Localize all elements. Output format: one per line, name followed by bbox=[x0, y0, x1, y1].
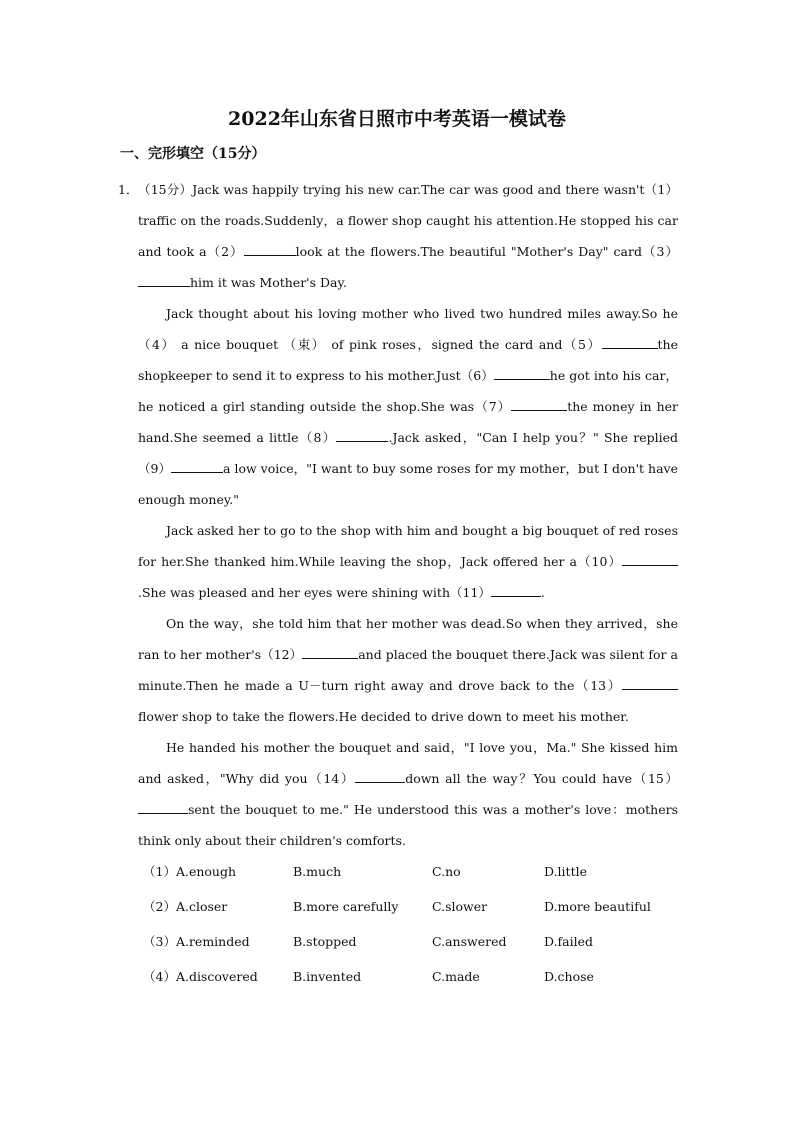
passage-text: Jack asked her to go to the shop with him and bought a big bouquet of red roses for her.She thanked him.While leaving the shop，Jack offered her a（10） bbox=[138, 523, 678, 569]
passage-paragraph-3 bbox=[118, 515, 678, 608]
cloze-question bbox=[118, 174, 678, 856]
answer-blank-11 bbox=[491, 584, 541, 598]
passage-text: .She was pleased and her eyes were shining with（11） bbox=[138, 585, 491, 600]
option-d[interactable]: D.more beautiful bbox=[544, 899, 651, 914]
option-b[interactable]: B.invented bbox=[293, 969, 362, 984]
passage-text: a low voice，"I want to buy some roses for my mother，but I don't have enough money." bbox=[138, 461, 678, 507]
passage-paragraph-4 bbox=[118, 608, 678, 732]
option-b[interactable]: B.much bbox=[293, 864, 342, 879]
passage-text: a nice bouquet （束） of pink roses，signed the card and（5） bbox=[181, 337, 602, 352]
answer-blank-9 bbox=[171, 460, 223, 474]
option-a[interactable]: （3）A.reminded bbox=[143, 934, 250, 949]
option-row bbox=[143, 967, 683, 1002]
option-c[interactable]: C.no bbox=[432, 864, 461, 879]
option-d[interactable]: D.chose bbox=[544, 969, 594, 984]
section-heading: 一、完形填空（15分） bbox=[120, 146, 266, 162]
option-a[interactable]: （2）A.closer bbox=[143, 899, 228, 914]
passage-text: and placed the bouquet there.Jack was silent for a minute.Then he made a U－turn right away and drove back to the（13） bbox=[138, 647, 678, 693]
exam-title: 2022年山东省日照市中考英语一模试卷 bbox=[228, 108, 566, 130]
passage-text: he got into his car，he noticed a girl standing outside the shop.She was（7） bbox=[138, 368, 678, 414]
option-b[interactable]: B.more carefully bbox=[293, 899, 399, 914]
answer-blank-12 bbox=[302, 646, 358, 660]
passage-text: sent the bouquet to me." He understood this was a mother's love：mothers think only about their children's comforts. bbox=[138, 802, 678, 848]
option-row bbox=[143, 932, 683, 967]
passage-text: him it was Mother's Day. bbox=[190, 275, 347, 290]
answer-options bbox=[143, 862, 683, 1002]
answer-blank-14 bbox=[355, 770, 405, 784]
passage-text: the shopkeeper to send it to express to his mother.Just（6） bbox=[138, 337, 678, 383]
passage-paragraph-1 bbox=[118, 174, 678, 298]
passage-text: He handed his mother the bouquet and said，"I love you，Ma." She kissed him and asked，"Why did you（14） bbox=[138, 740, 678, 786]
passage-text: down all the way？You could have（15） bbox=[405, 771, 678, 786]
passage-text: look at the flowers.The beautiful "Mother's Day" card（3） bbox=[295, 244, 678, 259]
passage-text: .Jack asked，"Can I help you？" She replied（9） bbox=[138, 430, 678, 476]
passage-paragraph-5 bbox=[118, 732, 678, 856]
answer-blank-8 bbox=[336, 429, 388, 443]
passage-text: the money in her hand.She seemed a little（8） bbox=[138, 399, 678, 445]
answer-blank-7 bbox=[511, 398, 567, 412]
answer-blank-2 bbox=[244, 243, 296, 257]
option-a[interactable]: （4）A.discovered bbox=[143, 969, 258, 984]
option-b[interactable]: B.stopped bbox=[293, 934, 357, 949]
option-d[interactable]: D.failed bbox=[544, 934, 594, 949]
answer-blank-15 bbox=[138, 801, 188, 815]
passage-paragraph-2 bbox=[118, 298, 678, 515]
option-c[interactable]: C.made bbox=[432, 969, 480, 984]
passage-text: . bbox=[540, 585, 545, 600]
option-c[interactable]: C.answered bbox=[432, 934, 507, 949]
answer-blank-3 bbox=[138, 274, 190, 288]
passage-text: flower shop to take the flowers.He decided to drive down to meet his mother. bbox=[138, 709, 629, 724]
answer-blank-13 bbox=[622, 677, 678, 691]
answer-blank-10 bbox=[622, 553, 678, 567]
option-a[interactable]: （1）A.enough bbox=[143, 864, 237, 879]
option-row bbox=[143, 862, 683, 897]
passage-text: Jack thought about his loving mother who lived two hundred miles away.So he（4） bbox=[138, 306, 678, 352]
passage-text: traffic on the roads.Suddenly，a flower shop caught his attention.He stopped his car and took a（2） bbox=[138, 213, 678, 259]
passage-text: On the way，she told him that her mother was dead.So when they arrived，she ran to her mother's（12） bbox=[138, 616, 678, 662]
answer-blank-6 bbox=[494, 367, 550, 381]
question-number: 1． bbox=[118, 182, 139, 197]
passage-text: （15分）Jack was happily trying his new car.The car was good and there wasn't（1） bbox=[138, 182, 678, 197]
option-d[interactable]: D.little bbox=[544, 864, 587, 879]
answer-blank-5 bbox=[602, 336, 658, 350]
option-c[interactable]: C.slower bbox=[432, 899, 488, 914]
option-row bbox=[143, 897, 683, 932]
